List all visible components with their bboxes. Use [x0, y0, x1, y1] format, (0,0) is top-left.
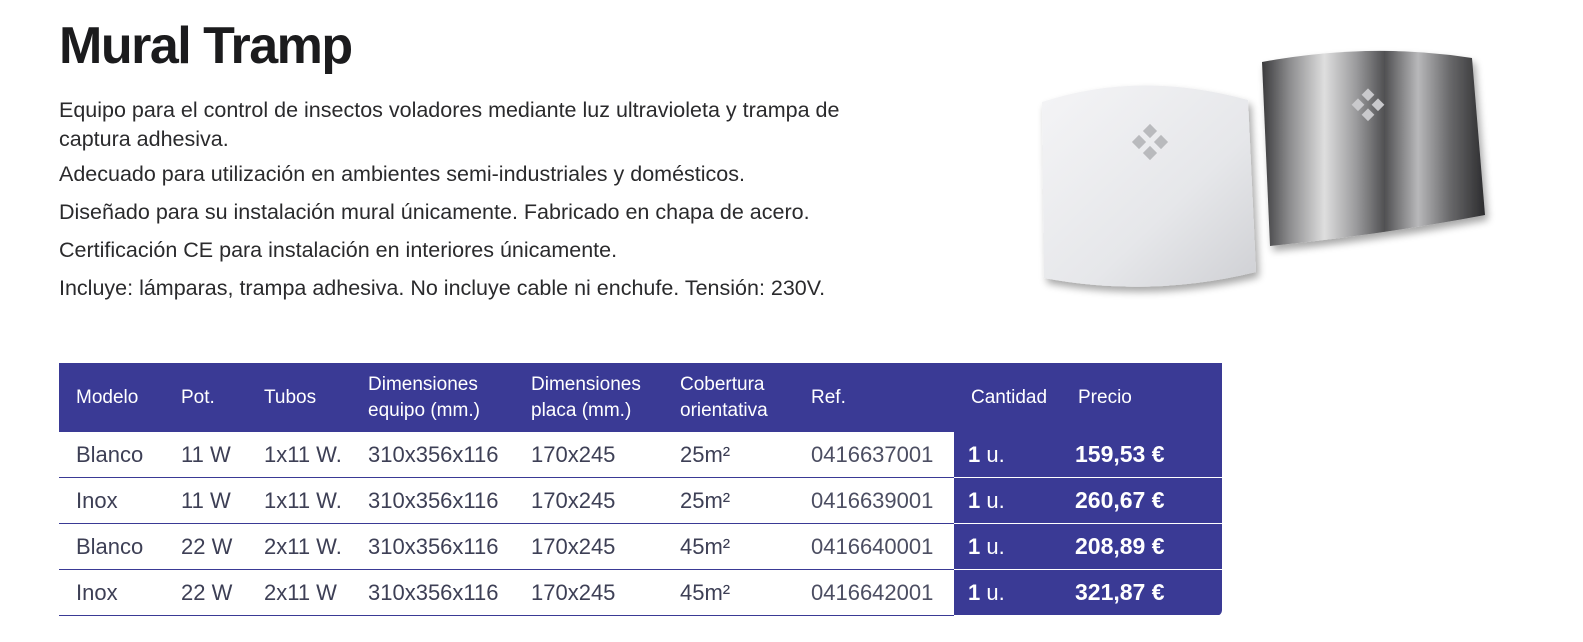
table-header-row	[59, 363, 1222, 432]
qty-unit: u.	[980, 579, 1005, 605]
cell-tubos: 2x11 W	[247, 570, 351, 616]
cell-precio: 208,89 €	[1061, 524, 1222, 570]
description-line: Certificación CE para instalación en interiores únicamente.	[59, 238, 618, 262]
cell-ref: 0416642001	[797, 570, 954, 616]
cell-dim-equipo: 310x356x116	[351, 478, 514, 524]
cell-precio: 159,53 €	[1061, 432, 1222, 478]
page-title: Mural Tramp	[59, 17, 352, 75]
header-cobertura-line2: orientativa	[680, 399, 768, 421]
cell-modelo: Blanco	[59, 524, 164, 570]
cell-modelo: Blanco	[59, 432, 164, 478]
header-ref: Ref.	[797, 363, 954, 432]
cell-pot: 22 W	[164, 524, 247, 570]
header-tubos: Tubos	[247, 363, 351, 432]
description-line: Adecuado para utilización en ambientes semi-industriales y domésticos.	[59, 162, 745, 186]
cell-tubos: 1x11 W.	[247, 432, 351, 478]
qty-unit: u.	[980, 441, 1005, 467]
cell-cantidad	[954, 524, 1061, 570]
cell-ref: 0416637001	[797, 432, 954, 478]
cell-modelo: Inox	[59, 570, 164, 616]
cell-cobertura: 25m²	[663, 478, 797, 524]
cell-tubos: 1x11 W.	[247, 478, 351, 524]
cell-dim-placa: 170x245	[514, 432, 663, 478]
cell-dim-placa: 170x245	[514, 478, 663, 524]
header-cantidad: Cantidad	[954, 363, 1061, 432]
cell-cobertura: 45m²	[663, 524, 797, 570]
cell-dim-placa: 170x245	[514, 570, 663, 616]
cell-cantidad	[954, 432, 1061, 478]
qty-number: 1	[968, 441, 981, 467]
cell-dim-equipo: 310x356x116	[351, 432, 514, 478]
cell-precio: 321,87 €	[1061, 570, 1222, 616]
cell-cobertura: 25m²	[663, 432, 797, 478]
header-cobertura	[663, 363, 797, 432]
header-modelo: Modelo	[59, 363, 164, 432]
cell-cantidad	[954, 570, 1061, 616]
header-dim-placa-line1: Dimensiones	[531, 373, 641, 395]
cell-dim-equipo: 310x356x116	[351, 524, 514, 570]
description-line: Diseñado para su instalación mural únicamente. Fabricado en chapa de acero.	[59, 200, 810, 224]
header-precio: Precio	[1061, 363, 1222, 432]
cell-dim-placa: 170x245	[514, 524, 663, 570]
cell-ref: 0416639001	[797, 478, 954, 524]
qty-number: 1	[968, 579, 981, 605]
qty-unit: u.	[980, 533, 1005, 559]
header-dim-equipo-line1: Dimensiones	[368, 373, 478, 395]
cell-ref: 0416640001	[797, 524, 954, 570]
header-cobertura-line1: Cobertura	[680, 373, 765, 395]
qty-number: 1	[968, 533, 981, 559]
cell-pot: 11 W	[164, 432, 247, 478]
product-table	[59, 363, 1222, 616]
header-pot: Pot.	[164, 363, 247, 432]
description-line: Equipo para el control de insectos voladores mediante luz ultravioleta y trampa de captura adhesiva.	[59, 98, 840, 151]
table-row	[59, 570, 1222, 616]
cell-tubos: 2x11 W.	[247, 524, 351, 570]
table-row	[59, 432, 1222, 478]
product-description	[59, 96, 909, 312]
cell-modelo: Inox	[59, 478, 164, 524]
cell-precio: 260,67 €	[1061, 478, 1222, 524]
qty-number: 1	[968, 487, 981, 513]
cell-pot: 11 W	[164, 478, 247, 524]
cell-dim-equipo: 310x356x116	[351, 570, 514, 616]
header-dim-equipo	[351, 363, 514, 432]
header-dim-equipo-line2: equipo (mm.)	[368, 399, 480, 421]
cell-pot: 22 W	[164, 570, 247, 616]
description-line: Incluye: lámparas, trampa adhesiva. No incluye cable ni enchufe. Tensión: 230V.	[59, 276, 826, 300]
qty-unit: u.	[980, 487, 1005, 513]
cell-cobertura: 45m²	[663, 570, 797, 616]
table-row	[59, 478, 1222, 524]
table-row	[59, 524, 1222, 570]
header-dim-placa-line2: placa (mm.)	[531, 399, 632, 421]
product-image	[1030, 40, 1510, 310]
header-dim-placa	[514, 363, 663, 432]
cell-cantidad	[954, 478, 1061, 524]
